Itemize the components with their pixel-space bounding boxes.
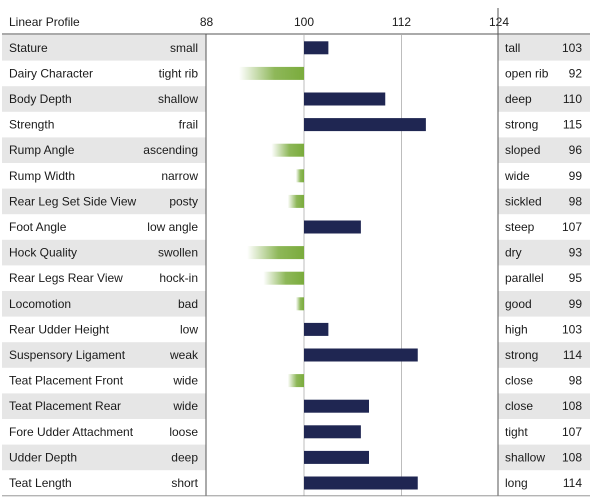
trait-low-label: small — [169, 40, 198, 55]
trait-low-label: deep — [171, 450, 198, 465]
trait-low-label: swollen — [157, 245, 198, 260]
trait-bar — [304, 93, 385, 106]
trait-high-label: shallow — [505, 450, 546, 465]
trait-name: Udder Depth — [9, 450, 78, 465]
trait-low-label: wide — [173, 399, 198, 414]
trait-bar — [304, 477, 418, 490]
trait-low-label: weak — [169, 348, 198, 362]
axis-tick-label: 100 — [293, 15, 315, 29]
trait-value-label: 99 — [568, 296, 582, 311]
trait-value-label: 98 — [568, 194, 582, 209]
trait-value-label: 103 — [561, 40, 582, 55]
trait-name: Hock Quality — [9, 245, 78, 260]
trait-high-label: sickled — [505, 194, 542, 209]
trait-bar — [304, 425, 361, 438]
trait-bar — [304, 451, 369, 464]
trait-bar — [296, 169, 304, 182]
trait-value-label: 99 — [568, 168, 582, 183]
trait-bar — [288, 374, 304, 387]
trait-low-label: hock-in — [159, 271, 198, 286]
trait-low-label: shallow — [157, 92, 198, 106]
trait-high-label: deep — [505, 92, 532, 106]
trait-bar — [304, 221, 361, 234]
trait-name: Dairy Character — [9, 66, 94, 81]
trait-name: Strength — [9, 117, 55, 132]
trait-bar — [263, 272, 304, 285]
trait-low-label: loose — [169, 424, 198, 439]
trait-high-label: open rib — [505, 66, 549, 81]
trait-name: Teat Placement Rear — [9, 399, 122, 414]
trait-name: Foot Angle — [9, 220, 67, 234]
trait-bar — [304, 400, 369, 413]
trait-name: Teat Length — [9, 476, 72, 490]
trait-name: Locomotion — [9, 296, 72, 311]
trait-bar — [304, 349, 418, 362]
trait-value-label: 96 — [568, 143, 582, 158]
trait-low-label: ascending — [143, 143, 198, 158]
trait-high-label: good — [505, 296, 532, 311]
axis-tick-label: 88 — [199, 15, 214, 29]
trait-high-label: strong — [505, 348, 539, 362]
trait-bar — [272, 144, 305, 157]
trait-high-label: close — [505, 373, 534, 388]
trait-low-label: posty — [169, 194, 198, 209]
trait-bar — [239, 67, 304, 80]
trait-value-label: 110 — [562, 92, 582, 106]
trait-high-label: dry — [505, 245, 522, 260]
trait-name: Fore Udder Attachment — [9, 424, 134, 439]
trait-name: Rear Legs Rear View — [9, 271, 123, 286]
trait-low-label: frail — [178, 117, 198, 132]
trait-high-label: tight — [505, 424, 528, 439]
trait-value-label: 108 — [561, 399, 582, 414]
trait-low-label: narrow — [161, 168, 198, 183]
axis-tick-label: 112 — [391, 15, 412, 29]
trait-high-label: wide — [505, 168, 530, 183]
trait-value-label: 98 — [568, 373, 582, 388]
trait-bar — [296, 297, 304, 310]
trait-bar — [304, 118, 426, 131]
trait-low-label: low angle — [147, 220, 198, 234]
trait-high-label: long — [505, 476, 528, 490]
axis-tick-label: 124 — [488, 15, 510, 29]
trait-value-label: 115 — [562, 117, 582, 132]
trait-high-label: high — [505, 322, 528, 337]
trait-name: Body Depth — [9, 92, 72, 106]
trait-bar — [304, 323, 328, 336]
trait-high-label: parallel — [505, 271, 544, 286]
trait-value-label: 95 — [568, 271, 582, 286]
trait-high-label: sloped — [505, 143, 541, 158]
trait-name: Rump Width — [9, 168, 76, 183]
trait-name: Rump Angle — [9, 143, 75, 158]
trait-value-label: 107 — [561, 220, 582, 234]
trait-bar — [304, 41, 328, 54]
trait-name: Stature — [9, 40, 48, 55]
trait-name: Teat Placement Front — [9, 373, 124, 388]
trait-value-label: 92 — [568, 66, 582, 81]
trait-name: Suspensory Ligament — [9, 348, 126, 362]
chart-title: Linear Profile — [9, 15, 80, 29]
trait-low-label: tight rib — [158, 66, 198, 81]
trait-value-label: 114 — [562, 348, 582, 362]
trait-low-label: bad — [177, 296, 198, 311]
trait-high-label: steep — [505, 220, 535, 234]
trait-value-label: 103 — [561, 322, 582, 337]
trait-value-label: 114 — [562, 476, 582, 490]
trait-low-label: low — [179, 322, 198, 337]
trait-low-label: short — [171, 476, 198, 490]
trait-high-label: tall — [505, 40, 521, 55]
trait-value-label: 93 — [568, 245, 582, 260]
trait-high-label: strong — [505, 117, 539, 132]
trait-name: Rear Udder Height — [9, 322, 110, 337]
trait-value-label: 107 — [561, 424, 582, 439]
trait-name: Rear Leg Set Side View — [9, 194, 137, 209]
trait-low-label: wide — [173, 373, 198, 388]
trait-bar — [247, 246, 304, 259]
trait-value-label: 108 — [561, 450, 582, 465]
trait-high-label: close — [505, 399, 534, 414]
trait-bar — [288, 195, 304, 208]
